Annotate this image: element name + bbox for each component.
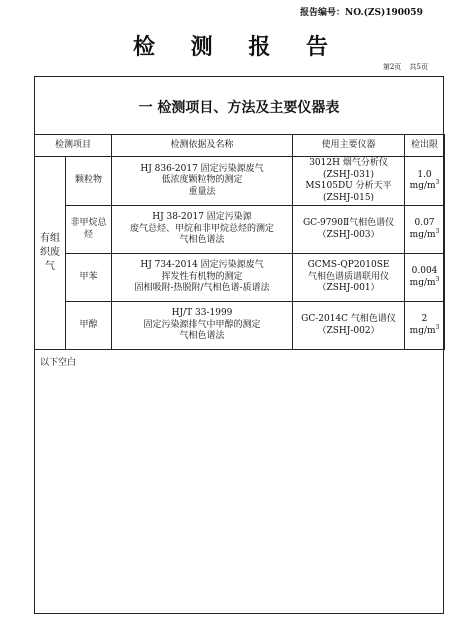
header-limit: 检出限: [405, 135, 445, 157]
instrument-cell: [293, 302, 405, 350]
limit-cell: [405, 254, 445, 302]
method-cell: [112, 157, 293, 206]
page-current: 第2页: [382, 63, 402, 71]
table-row: [35, 157, 445, 206]
header-method: 检测依据及名称: [112, 135, 293, 157]
table-row: [35, 254, 445, 302]
item-name: 甲醇: [66, 302, 112, 350]
item-name: 非甲烷总烃: [66, 206, 112, 254]
limit-cell: [405, 206, 445, 254]
limit-unit-line: [407, 323, 442, 338]
limit-unit-line: [407, 181, 442, 193]
limit-value: 0.07: [414, 218, 435, 228]
limit-value: 1.0: [417, 169, 432, 180]
method-cell: [112, 302, 293, 350]
page-total: 共5页: [409, 63, 428, 71]
instrument-cell: [293, 206, 405, 254]
instrument-line: MS105DU 分析天平: [305, 181, 392, 191]
limit-value: 2: [421, 314, 428, 324]
limit-unit: mg/m: [409, 325, 436, 336]
limit-value: 0.004: [411, 266, 438, 276]
method-line: 固相吸附-热脱附/气相色谱-质谱法: [134, 283, 270, 294]
instrument-line: GC-2014C 气相色谱仪: [301, 314, 396, 324]
limit-unit-sup: 3: [435, 275, 440, 283]
method-line: 废气总烃、甲烷和非甲烷总烃的测定: [130, 223, 275, 234]
limit-unit-line: [407, 275, 442, 290]
limit-unit: mg/m: [409, 277, 436, 288]
limit-cell: [405, 157, 445, 206]
instrument-cell: [293, 254, 405, 302]
limit-unit: mg/m: [409, 229, 436, 240]
group-label: 有组织废气: [35, 157, 66, 350]
method-line: HJ 734-2014 固定污染源废气: [140, 260, 264, 271]
report-title: 检 测 报 告: [133, 34, 342, 60]
method-line: 固定污染源排气中甲醇的测定: [143, 319, 261, 330]
limit-unit-sup: 3: [435, 323, 440, 331]
instrument-line: （ZSHJ-003）: [317, 229, 380, 240]
method-instrument-table: [34, 134, 445, 350]
method-line: HJ/T 33-1999: [171, 308, 233, 319]
blank-below-note: 以下空白: [40, 358, 77, 368]
table-header-row: [35, 135, 445, 157]
method-cell: [112, 206, 293, 254]
report-number: 报告编号：NO.(ZS)190059: [300, 8, 423, 18]
table-row: [35, 302, 445, 350]
method-line: 低浓度颗粒物的测定: [161, 175, 243, 186]
method-line: HJ 836-2017 固定污染源废气: [140, 163, 264, 174]
instrument-line: 3012H 烟气分析仪: [309, 158, 388, 168]
limit-unit: mg/m: [409, 181, 436, 191]
instrument-line: GCMS-QP2010SE: [307, 260, 390, 271]
section-title: 一 检测项目、方法及主要仪器表: [138, 100, 340, 116]
item-name: 甲苯: [66, 254, 112, 302]
instrument-cell: [293, 157, 405, 206]
instrument-line: （ZSHJ-002）: [317, 325, 380, 336]
limit-unit-sup: 3: [435, 227, 440, 235]
method-cell: [112, 254, 293, 302]
instrument-line: GC-9790Ⅱ气相色谱仪: [302, 218, 395, 228]
instrument-line: 气相色谱质谱联用仪: [308, 271, 390, 282]
header-instrument: 使用主要仪器: [293, 135, 405, 157]
table-row: [35, 206, 445, 254]
method-line: 挥发性有机物的测定: [161, 271, 243, 282]
method-line: 气相色谱法: [179, 331, 225, 342]
header-item: 检测项目: [35, 135, 112, 157]
instrument-line: （ZSHJ-001）: [317, 283, 380, 294]
limit-unit-sup: 3: [435, 179, 440, 186]
item-name: 颗粒物: [66, 157, 112, 206]
method-line: 气相色谱法: [179, 235, 225, 246]
page-indicator: [377, 62, 428, 72]
instrument-line: (ZSHJ-015): [322, 192, 375, 203]
method-line: 重量法: [188, 186, 216, 197]
instrument-line: (ZSHJ-031): [322, 169, 375, 180]
limit-unit-line: [407, 227, 442, 242]
method-line: HJ 38-2017 固定污染源: [152, 212, 252, 223]
limit-cell: [405, 302, 445, 350]
